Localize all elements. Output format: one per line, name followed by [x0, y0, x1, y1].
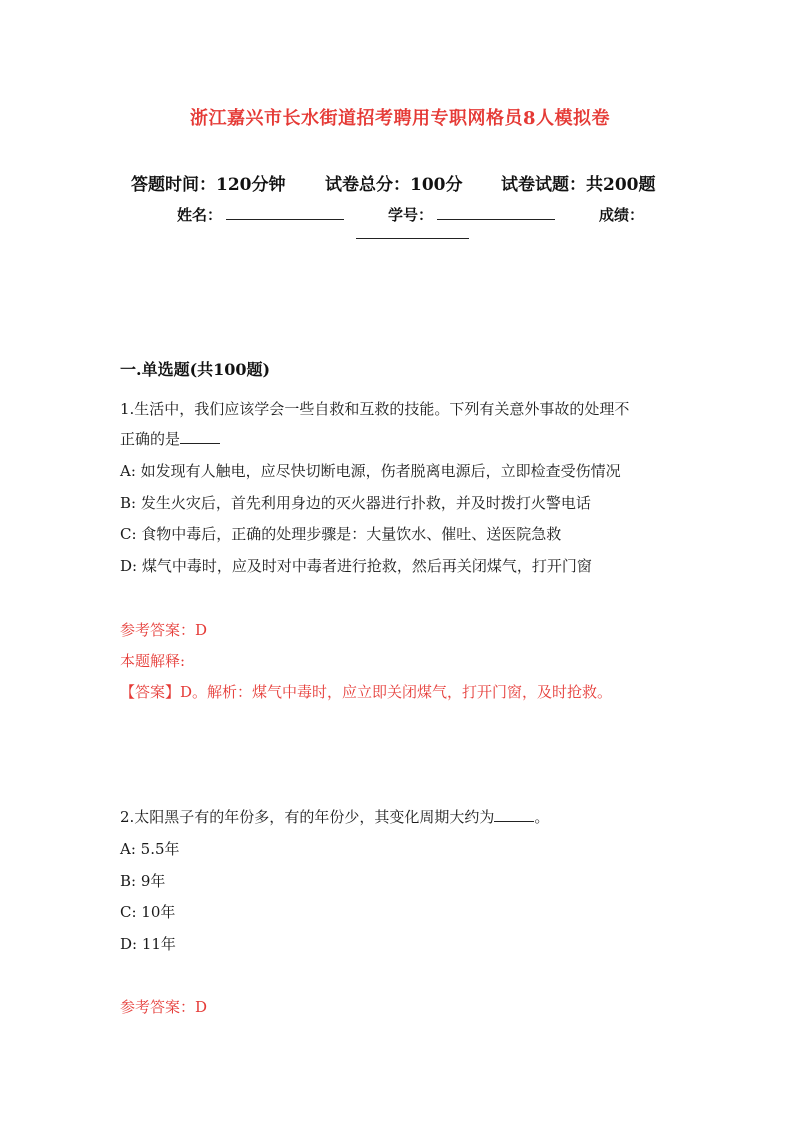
q2-answer: 参考答案：D — [120, 998, 208, 1016]
q1-explanation-label: 本题解释: — [120, 652, 186, 670]
q1-option-c: C: 食物中毒后，正确的处理步骤是：大量饮水、催吐、送医院急救 — [120, 525, 562, 543]
q2-option-c: C: 10年 — [120, 903, 176, 921]
document-title: 浙江嘉兴市长水街道招考聘用专职网格员8人模拟卷 — [189, 108, 611, 129]
score-field — [599, 204, 644, 225]
q1-option-d: D: 煤气中毒时，应及时对中毒者进行抢救，然后再关闭煤气，打开门窗 — [120, 557, 592, 575]
q1-stem-line2 — [120, 428, 220, 449]
exam-time: 答题时间：120分钟 — [131, 175, 286, 195]
q2-stem-text: 2.太阳黑子有的年份多，有的年份少，其变化周期大约为 — [120, 808, 495, 826]
q1-answer-blank — [180, 429, 220, 444]
name-label: 姓名： — [177, 206, 223, 224]
section-heading: 一.单选题(共100题) — [120, 360, 271, 379]
q1-answer: 参考答案：D — [120, 621, 208, 639]
q1-stem-text: 正确的是 — [120, 430, 181, 448]
name-blank — [226, 218, 344, 220]
q1-option-a: A: 如发现有人触电，应尽快切断电源，伤者脱离电源后，立即检查受伤情况 — [120, 462, 621, 480]
exam-total-score: 试卷总分：100分 — [325, 175, 463, 195]
q2-stem — [120, 806, 549, 827]
q1-option-b: B: 发生火灾后，首先利用身边的灭火器进行扑救，并及时拨打火警电话 — [120, 494, 591, 512]
name-field — [177, 204, 344, 225]
score-blank — [356, 238, 469, 239]
q2-stem-suffix: 。 — [534, 808, 550, 826]
q2-option-d: D: 11年 — [120, 935, 176, 953]
q2-option-b: B: 9年 — [120, 872, 166, 890]
q1-explanation: 【答案】D。解析：煤气中毒时，应立即关闭煤气，打开门窗，及时抢救。 — [120, 683, 613, 701]
q2-answer-blank — [494, 807, 534, 822]
id-field — [388, 204, 555, 225]
id-blank — [437, 218, 555, 220]
q2-option-a: A: 5.5年 — [120, 840, 180, 858]
q1-stem-line1: 1.生活中，我们应该学会一些自救和互救的技能。下列有关意外事故的处理不 — [120, 400, 630, 418]
exam-question-count: 试卷试题：共200题 — [501, 175, 656, 195]
id-label: 学号： — [388, 206, 434, 224]
score-label: 成绩： — [599, 206, 645, 224]
